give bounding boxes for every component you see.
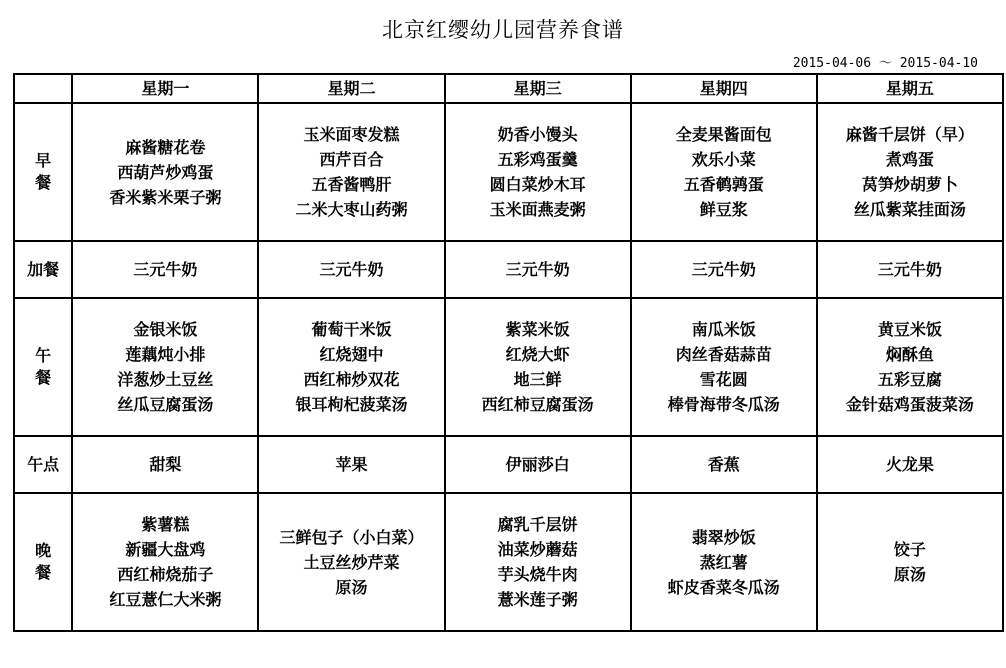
header-row [14, 74, 1003, 103]
dish-item: 五彩鸡蛋羹 [497, 150, 578, 169]
dish-item: 煮鸡蛋 [885, 150, 934, 169]
dish-item: 五彩豆腐 [877, 370, 942, 389]
dish-item: 西芹百合 [319, 150, 384, 169]
dish-item: 南瓜米饭 [691, 320, 756, 339]
dish-item: 虾皮香菜冬瓜汤 [667, 577, 780, 597]
afternoon-snack-cell: 苹果 [258, 436, 444, 493]
dish-item: 芋头烧牛肉 [497, 565, 578, 584]
lunch-cell [445, 298, 631, 436]
dish-item: 翡翠炒饭 [691, 527, 756, 547]
snack-cell: 三元牛奶 [258, 241, 444, 298]
dish-item: 玉米面燕麦粥 [489, 200, 586, 219]
afternoon-snack-cell: 火龙果 [817, 436, 1003, 493]
dish-item: 紫薯糕 [141, 515, 190, 534]
dish-item: 丝瓜豆腐蛋汤 [117, 395, 214, 414]
dish-item: 麻酱糖花卷 [125, 137, 206, 157]
dish-item: 肉丝香菇蒜苗 [675, 345, 772, 364]
lunch-cell [631, 298, 817, 436]
page-title: 北京红缨幼儿园营养食谱 [382, 18, 624, 42]
dish-item: 薏米莲子粥 [497, 590, 578, 609]
afternoon-snack-label: 午点 [14, 436, 72, 493]
dish-item: 鲜豆浆 [699, 200, 748, 219]
day-header: 星期一 [72, 74, 258, 103]
dish-item: 西葫芦炒鸡蛋 [117, 162, 214, 182]
dish-item: 五香鹌鹑蛋 [683, 175, 764, 194]
afternoon-snack-cell: 甜梨 [72, 436, 258, 493]
dish-item: 棒骨海带冬瓜汤 [667, 395, 780, 414]
dish-item: 葡萄干米饭 [311, 320, 392, 339]
dish-item: 紫菜米饭 [505, 320, 570, 339]
dish-item: 土豆丝炒芹菜 [303, 552, 400, 572]
dinner-cell [445, 493, 631, 631]
breakfast-cell [72, 103, 258, 241]
dish-item: 原汤 [335, 577, 368, 597]
dish-item: 西红柿豆腐蛋汤 [481, 395, 594, 414]
breakfast-label: 早 餐 [14, 103, 72, 241]
snack-row [14, 241, 1003, 298]
dish-item: 麻酱千层饼（早） [845, 125, 974, 144]
breakfast-cell [445, 103, 631, 241]
dish-item: 油菜炒蘑菇 [497, 540, 578, 559]
dish-item: 雪花圆 [699, 370, 748, 389]
breakfast-row [14, 103, 1003, 241]
breakfast-cell [631, 103, 817, 241]
dish-item: 西红柿烧茄子 [117, 565, 214, 584]
dish-item: 三鲜包子（小白菜） [279, 527, 424, 547]
breakfast-cell [258, 103, 444, 241]
dish-item: 红烧翅中 [319, 345, 384, 364]
dish-item: 丝瓜紫菜挂面汤 [853, 200, 966, 219]
dish-item: 欢乐小菜 [691, 150, 756, 169]
dish-item: 焖酥鱼 [885, 345, 934, 364]
snack-cell: 三元牛奶 [445, 241, 631, 298]
breakfast-cell [817, 103, 1003, 241]
snack-cell: 三元牛奶 [817, 241, 1003, 298]
lunch-row [14, 298, 1003, 436]
dish-item: 金银米饭 [133, 320, 198, 339]
dish-item: 原汤 [893, 565, 926, 584]
dish-item: 银耳枸杞菠菜汤 [295, 395, 408, 414]
dish-item: 西红柿炒双花 [303, 370, 400, 389]
day-header: 星期三 [445, 74, 631, 103]
dish-item: 莴笋炒胡萝卜 [861, 175, 958, 194]
date-range: 2015-04-06 ～ 2015-04-10 [792, 56, 978, 71]
dish-item: 玉米面枣发糕 [303, 125, 400, 144]
dinner-cell [631, 493, 817, 631]
afternoon-snack-cell: 香蕉 [631, 436, 817, 493]
dish-item: 全麦果酱面包 [675, 125, 772, 144]
dinner-cell [72, 493, 258, 631]
snack-label: 加餐 [14, 241, 72, 298]
dish-item: 腐乳千层饼 [497, 515, 578, 534]
lunch-label: 午 餐 [14, 298, 72, 436]
dish-item: 莲藕炖小排 [125, 345, 206, 364]
dish-item: 洋葱炒土豆丝 [117, 370, 214, 389]
dish-item: 奶香小馒头 [497, 125, 578, 144]
dish-item: 香米紫米栗子粥 [109, 187, 222, 207]
dinner-row [14, 493, 1003, 631]
dish-item: 五香酱鸭肝 [311, 175, 392, 194]
day-header: 星期二 [258, 74, 444, 103]
dish-item: 蒸红薯 [699, 552, 748, 572]
dish-item: 红烧大虾 [505, 345, 570, 364]
dinner-cell [258, 493, 444, 631]
lunch-cell [72, 298, 258, 436]
lunch-cell [817, 298, 1003, 436]
dish-item: 二米大枣山药粥 [295, 200, 408, 219]
day-header: 星期四 [631, 74, 817, 103]
dish-item: 新疆大盘鸡 [125, 540, 206, 559]
snack-cell: 三元牛奶 [72, 241, 258, 298]
dish-item: 饺子 [893, 540, 926, 559]
day-header: 星期五 [817, 74, 1003, 103]
lunch-cell [258, 298, 444, 436]
dish-item: 红豆薏仁大米粥 [109, 590, 222, 609]
dinner-cell [817, 493, 1003, 631]
dish-item: 圆白菜炒木耳 [489, 175, 586, 194]
dish-item: 金针菇鸡蛋菠菜汤 [845, 395, 974, 414]
snack-cell: 三元牛奶 [631, 241, 817, 298]
dish-item: 地三鲜 [513, 370, 562, 389]
afternoon-snack-cell: 伊丽莎白 [445, 436, 631, 493]
dinner-label: 晚 餐 [14, 493, 72, 631]
corner-cell [14, 74, 72, 103]
dish-item: 黄豆米饭 [877, 320, 942, 339]
menu-table [13, 73, 1004, 632]
afternoon-snack-row [14, 436, 1003, 493]
